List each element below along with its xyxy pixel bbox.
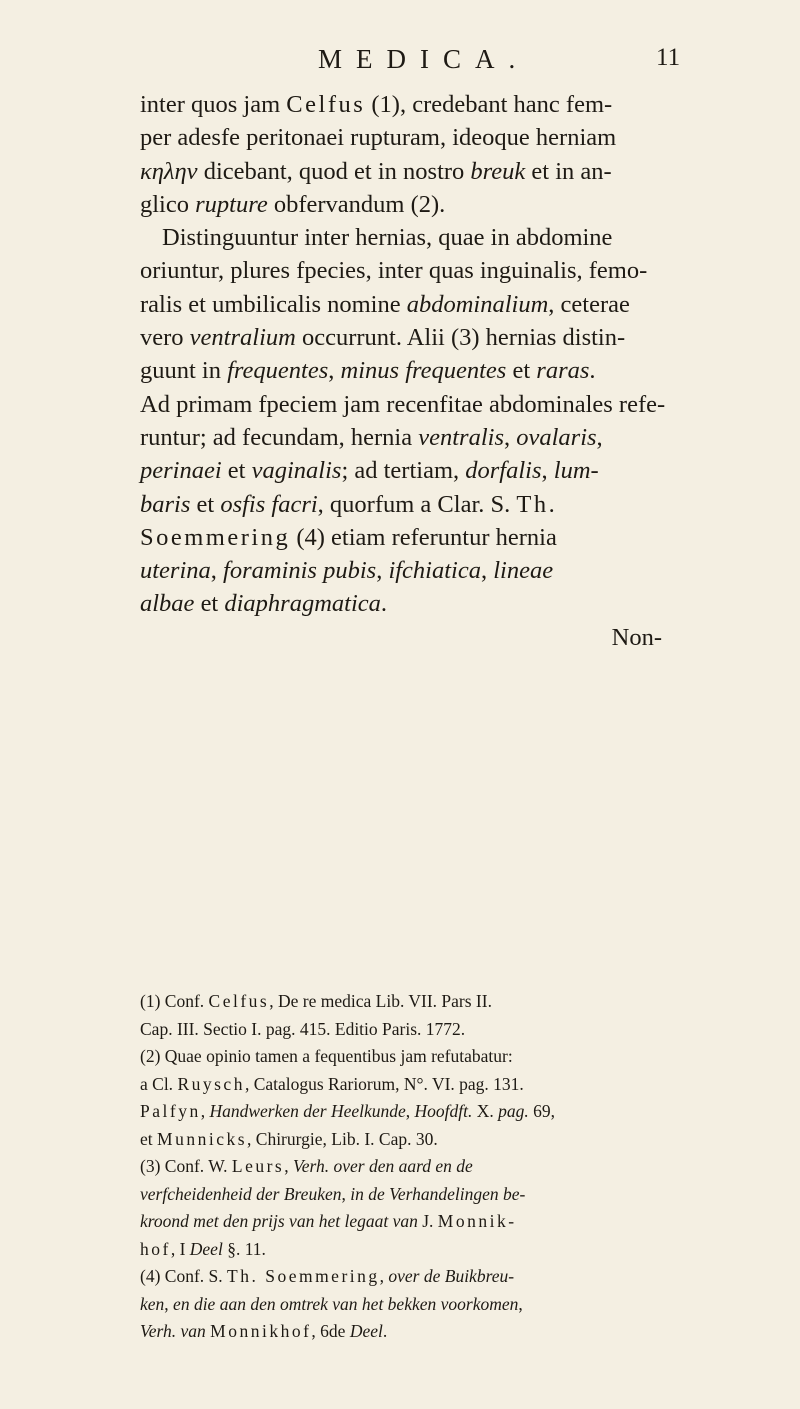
author-name: Soemmering [140, 523, 291, 551]
footnote-2: (2) Quae opinio tamen a fequentibus jam refutabatur: a Cl. Ruysch, Catalogus Rariorum, N°. VI. pag. 131. Palfyn, Handwerken der Heelkunde, Hoofdft. X. pag. 69, et Munnicks, Chirurgie, Lib. I. Cap. 30. [140, 1046, 556, 1149]
catchword: Non- [611, 623, 662, 651]
footnote-1: (1) Conf. Celfus, De re medica Lib. VII. Pars II. Cap. III. Sectio I. pag. 415. Editio Paris. 1772. [140, 991, 492, 1039]
main-text [140, 88, 666, 654]
footnote-4: (4) Conf. S. Th. Soemmering, over de Buikbreu- ken, en die aan den omtrek van het bekken voorkomen, Verh. van Monnikhof, 6de Deel. [140, 1266, 523, 1341]
english-term: rupture [195, 190, 268, 218]
page-number: 11 [656, 44, 681, 71]
running-title: MEDICA. [318, 44, 530, 74]
dutch-term: breuk [470, 157, 526, 185]
author-name: Celfus [286, 91, 366, 118]
paragraph-2: Distinguuntur inter hernias, quae in abdomine oriuntur, plures fpecies, inter quas inguinalis, femo- ralis et umbilicalis nomine abdominalium, ceterae vero ventralium occurrunt. Alii (3) hernias distin- guunt in frequentes, minus frequentes et raras. Ad primam fpeciem jam recenfitae abdominales refe- runtur; ad fecundam, hernia ventralis, ovalaris, perinaei et vaginalis; ad tertiam, dorfalis, lum- baris et osfis facri, quorfum a Clar. S. Th. Soemmering (4) etiam referuntur hernia uterina, foraminis pubis, ifchiatica, lineae albae et diaphragmatica. Non- [140, 221, 666, 654]
footnote-3: (3) Conf. W. Leurs, Verh. over den aard en de verfcheidenheid der Breuken, in de Verhandelingen be- kroond met den prijs van het legaat van J. Monnik- hof, I Deel §. 11. [140, 1156, 526, 1259]
paragraph-1: inter quos jam Celfus (1), credebant hanc fem- per adesfe peritonaei rupturam, ideoque herniam κηλην dicebant, quod et in nostro breuk et in an- glico rupture obfervandum (2). [140, 91, 617, 218]
greek-term: κηλην [140, 157, 198, 185]
footnotes [140, 988, 674, 1346]
page-header [0, 44, 800, 80]
